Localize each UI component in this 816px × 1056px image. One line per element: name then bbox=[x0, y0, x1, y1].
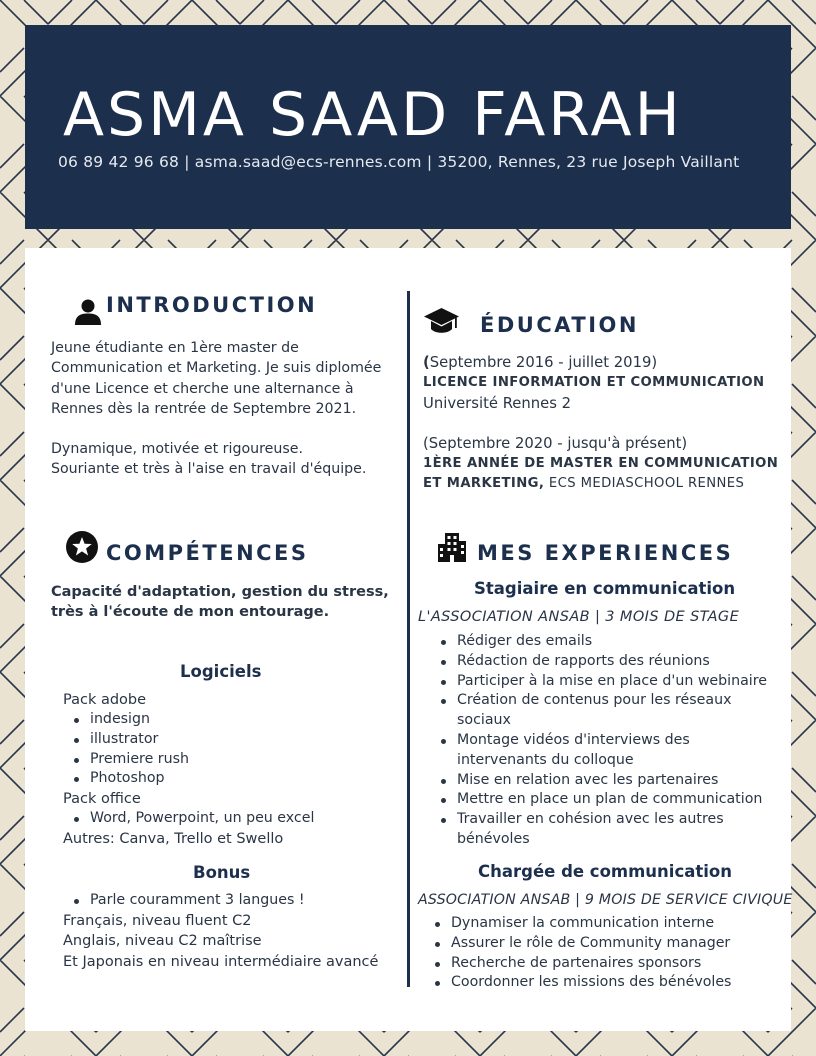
graduation-cap-icon bbox=[423, 307, 460, 337]
list-item: Premiere rush bbox=[63, 750, 314, 770]
edu-degree-2: 1ÈRE ANNÉE DE MASTER EN COMMUNICATION bbox=[423, 456, 779, 472]
list-item: Montage vidéos d'interviews des bbox=[430, 731, 767, 751]
skills-summary-line: très à l'écoute de mon entourage. bbox=[51, 604, 330, 621]
edu-school-1: Université Rennes 2 bbox=[423, 394, 572, 412]
list-item: Photoshop bbox=[63, 769, 314, 789]
office-list bbox=[63, 809, 314, 829]
list-item-continuation: intervenants du colloque bbox=[457, 751, 634, 768]
language-line: Et Japonais en niveau intermédiaire avancé bbox=[63, 953, 379, 970]
intro-line: Souriante et très à l'aise en travail d'équipe. bbox=[51, 461, 367, 478]
list-item: Création de contenus pour les réseaux bbox=[430, 691, 767, 711]
list-item: indesign bbox=[63, 710, 314, 730]
edu-dates-1 bbox=[423, 353, 778, 373]
intro-line: Communication et Marketing. Je suis diplomée bbox=[51, 360, 382, 377]
intro-line: Rennes dès la rentrée de Septembre 2021. bbox=[51, 400, 357, 417]
adobe-list bbox=[63, 710, 314, 789]
job-org: L'ASSOCIATION ANSAB | 3 MOIS DE STAGE bbox=[418, 609, 740, 625]
buildings-icon bbox=[437, 531, 467, 562]
skills-summary bbox=[51, 582, 389, 623]
edu-spacer bbox=[423, 414, 778, 434]
intro-line: Jeune étudiante en 1ère master de bbox=[51, 340, 299, 356]
education-title: ÉDUCATION bbox=[480, 313, 639, 337]
introduction-title: INTRODUCTION bbox=[106, 293, 318, 317]
experiences-title: MES EXPERIENCES bbox=[477, 541, 734, 565]
job-tasks bbox=[424, 914, 731, 993]
language-line: Anglais, niveau C2 maîtrise bbox=[63, 933, 262, 950]
list-item: Assurer le rôle de Community manager bbox=[424, 934, 731, 954]
bonus-title: Bonus bbox=[193, 863, 251, 882]
list-item: Coordonner les missions des bénévoles bbox=[424, 973, 731, 993]
list-item: Mettre en place un plan de communication bbox=[430, 790, 767, 810]
job-role: Stagiaire en communication bbox=[474, 579, 736, 598]
person-icon bbox=[74, 298, 102, 325]
bonus-list bbox=[63, 891, 378, 972]
bonus-bullets bbox=[63, 891, 378, 911]
pack-adobe-label: Pack adobe bbox=[63, 692, 147, 708]
software-list bbox=[63, 690, 314, 849]
list-item: Recherche de partenaires sponsors bbox=[424, 954, 731, 974]
edu-paren: ( bbox=[423, 354, 430, 371]
candidate-name: ASMA SAAD FARAH bbox=[63, 80, 683, 150]
list-item: Rédiger des emails bbox=[430, 632, 767, 652]
list-item: Travailler en cohésion avec les autres bbox=[430, 810, 767, 830]
list-item: Participer à la mise en place d'un webinaire bbox=[430, 672, 767, 692]
list-item: Dynamiser la communication interne bbox=[424, 914, 731, 934]
list-item-continuation: bénévoles bbox=[457, 830, 530, 847]
job-org: ASSOCIATION ANSAB | 9 MOIS DE SERVICE CIVIQUE bbox=[418, 892, 793, 908]
edu-degree-1: LICENCE INFORMATION ET COMMUNICATION bbox=[423, 375, 765, 391]
edu-degree-2b bbox=[423, 474, 778, 494]
education-text bbox=[423, 353, 778, 495]
star-circle-icon bbox=[65, 530, 99, 564]
header-banner bbox=[25, 25, 791, 229]
column-divider bbox=[407, 291, 410, 987]
list-item: illustrator bbox=[63, 730, 314, 750]
edu-degree-2-tail: ET MARKETING, bbox=[423, 476, 545, 492]
edu-dates-text: Septembre 2016 - juillet 2019) bbox=[429, 354, 658, 371]
list-item: Mise en relation avec les partenaires bbox=[430, 771, 767, 791]
job-tasks bbox=[430, 632, 767, 850]
introduction-text bbox=[51, 338, 381, 480]
list-item: Parle couramment 3 langues ! bbox=[63, 891, 378, 911]
list-item: Rédaction de rapports des réunions bbox=[430, 652, 767, 672]
pack-office-label: Pack office bbox=[63, 791, 141, 808]
edu-dates-2: (Septembre 2020 - jusqu'à présent) bbox=[423, 434, 688, 452]
list-item-continuation: sociaux bbox=[457, 712, 511, 729]
intro-line: d'une Licence et cherche une alternance à bbox=[51, 380, 354, 397]
list-item: Word, Powerpoint, un peu excel bbox=[63, 809, 314, 829]
intro-line: Dynamique, motivée et rigoureuse. bbox=[51, 441, 304, 458]
language-line: Français, niveau fluent C2 bbox=[63, 912, 252, 929]
edu-school-2: ECS MEDIASCHOOL RENNES bbox=[544, 476, 745, 492]
intro-spacer bbox=[51, 419, 381, 439]
job-role: Chargée de communication bbox=[478, 862, 733, 881]
software-title: Logiciels bbox=[180, 662, 262, 681]
others-label: Autres: Canva, Trello et Swello bbox=[63, 830, 284, 847]
skills-summary-line: Capacité d'adaptation, gestion du stress, bbox=[51, 584, 389, 600]
contact-info: 06 89 42 96 68 | asma.saad@ecs-rennes.com | 35200, Rennes, 23 rue Joseph Vaillant bbox=[58, 153, 740, 171]
skills-title: COMPÉTENCES bbox=[106, 541, 309, 565]
